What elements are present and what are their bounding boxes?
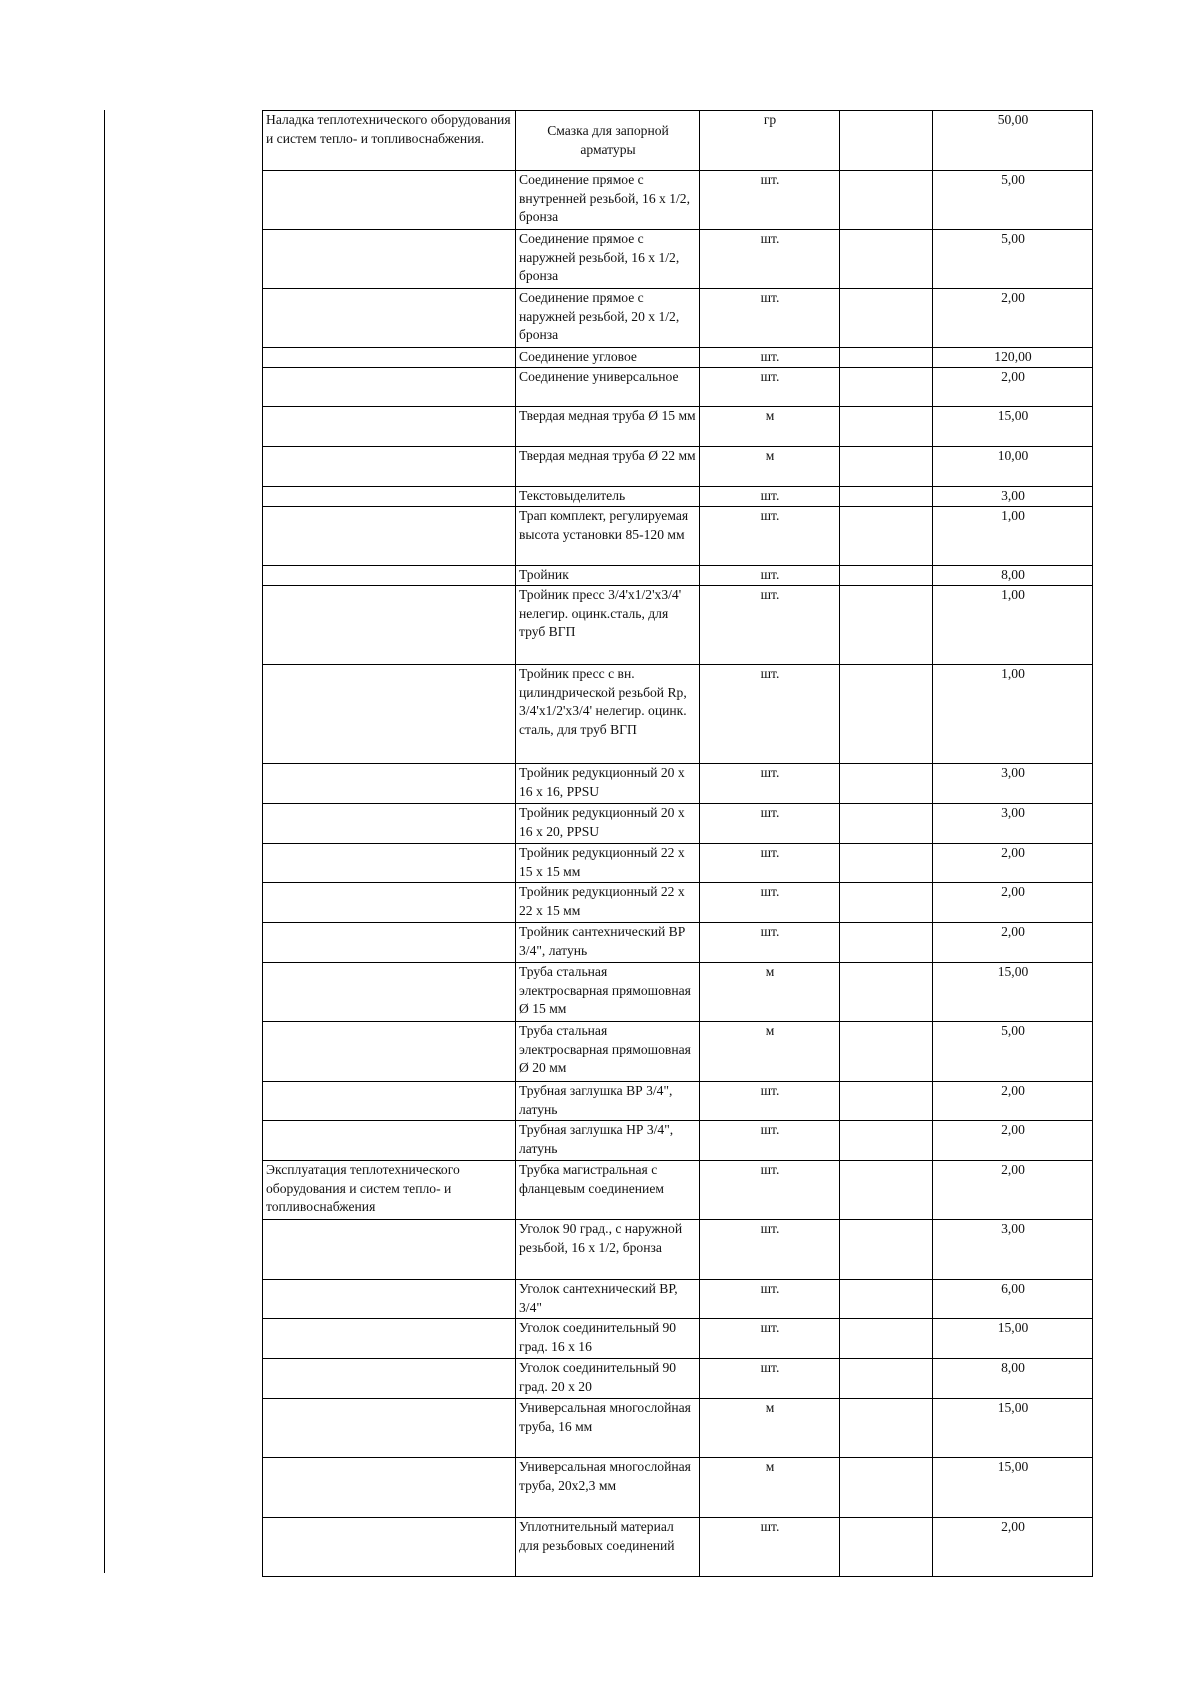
unit-cell: шт.	[700, 883, 840, 923]
empty-cell	[840, 566, 933, 586]
quantity-cell: 6,00	[933, 1280, 1093, 1319]
quantity-cell: 2,00	[933, 1121, 1093, 1161]
unit-cell: м	[700, 407, 840, 447]
empty-cell	[840, 764, 933, 804]
quantity-cell: 15,00	[933, 1399, 1093, 1458]
section-cell	[263, 487, 516, 507]
item-name-cell: Соединение прямое с внутренней резьбой, 16 x 1/2, бронза	[516, 171, 700, 230]
empty-cell	[840, 1359, 933, 1399]
empty-cell	[840, 111, 933, 171]
item-name-cell: Соединение универсальное	[516, 368, 700, 407]
item-name-cell: Твердая медная труба Ø 22 мм	[516, 447, 700, 487]
empty-cell	[840, 1399, 933, 1458]
quantity-cell: 3,00	[933, 764, 1093, 804]
item-name-cell: Трубная заглушка НР 3/4", латунь	[516, 1121, 700, 1161]
empty-cell	[840, 1319, 933, 1359]
quantity-cell: 3,00	[933, 804, 1093, 844]
empty-cell	[840, 1161, 933, 1220]
quantity-cell: 120,00	[933, 348, 1093, 368]
unit-cell: шт.	[700, 1518, 840, 1577]
table-row	[263, 1359, 1093, 1399]
section-cell	[263, 1280, 516, 1319]
unit-cell: шт.	[700, 586, 840, 665]
unit-cell: шт.	[700, 507, 840, 566]
materials-table	[262, 110, 1093, 1577]
empty-cell	[840, 804, 933, 844]
quantity-cell: 5,00	[933, 171, 1093, 230]
section-cell	[263, 844, 516, 883]
empty-cell	[840, 487, 933, 507]
item-name-cell: Тройник пресс с вн. цилиндрической резьбой Rp, 3/4'x1/2'x3/4' нелегир. оцинк. сталь, для труб ВГП	[516, 665, 700, 764]
item-name-cell: Твердая медная труба Ø 15 мм	[516, 407, 700, 447]
section-cell	[263, 804, 516, 844]
item-name-cell: Трубка магистральная с фланцевым соединением	[516, 1161, 700, 1220]
unit-cell: шт.	[700, 1082, 840, 1121]
item-name-cell: Текстовыделитель	[516, 487, 700, 507]
unit-cell: шт.	[700, 665, 840, 764]
item-name-cell: Соединение прямое с наружней резьбой, 20 x 1/2, бронза	[516, 289, 700, 348]
item-name-cell: Тройник редукционный 22 x 15 x 15 мм	[516, 844, 700, 883]
unit-cell: шт.	[700, 1359, 840, 1399]
section-cell	[263, 447, 516, 487]
section-cell	[263, 586, 516, 665]
quantity-cell: 15,00	[933, 407, 1093, 447]
section-cell	[263, 1220, 516, 1280]
item-name-cell: Смазка для запорной арматуры	[516, 111, 700, 171]
section-cell	[263, 1518, 516, 1577]
empty-cell	[840, 963, 933, 1022]
table-row	[263, 289, 1093, 348]
unit-cell: м	[700, 963, 840, 1022]
item-name-cell: Тройник	[516, 566, 700, 586]
empty-cell	[840, 844, 933, 883]
table-row	[263, 1280, 1093, 1319]
section-cell	[263, 665, 516, 764]
section-cell	[263, 230, 516, 289]
item-name-cell: Универсальная многослойная труба, 20x2,3 мм	[516, 1458, 700, 1518]
section-cell	[263, 566, 516, 586]
empty-cell	[840, 289, 933, 348]
unit-cell: шт.	[700, 230, 840, 289]
section-cell	[263, 764, 516, 804]
empty-cell	[840, 368, 933, 407]
section-cell	[263, 368, 516, 407]
section-cell: Наладка теплотехнического оборудования и систем тепло- и топливоснабжения.	[263, 111, 516, 171]
quantity-cell: 5,00	[933, 230, 1093, 289]
section-cell	[263, 1359, 516, 1399]
item-name-cell: Труба стальная электросварная прямошовная Ø 15 мм	[516, 963, 700, 1022]
section-cell	[263, 1458, 516, 1518]
empty-cell	[840, 1082, 933, 1121]
unit-cell: шт.	[700, 1220, 840, 1280]
unit-cell: шт.	[700, 487, 840, 507]
item-name-cell: Тройник редукционный 20 x 16 x 20, PPSU	[516, 804, 700, 844]
section-cell	[263, 1121, 516, 1161]
quantity-cell: 1,00	[933, 665, 1093, 764]
unit-cell: шт.	[700, 844, 840, 883]
section-cell: Эксплуатация теплотехнического оборудования и систем тепло- и топливоснабжения	[263, 1161, 516, 1220]
table-row	[263, 407, 1093, 447]
unit-cell: шт.	[700, 348, 840, 368]
empty-cell	[840, 883, 933, 923]
empty-cell	[840, 1121, 933, 1161]
table-row	[263, 883, 1093, 923]
unit-cell: шт.	[700, 171, 840, 230]
table-row	[263, 1518, 1093, 1577]
item-name-cell: Уплотнительный материал для резьбовых соединений	[516, 1518, 700, 1577]
table-row	[263, 1220, 1093, 1280]
table-row	[263, 368, 1093, 407]
table-row	[263, 487, 1093, 507]
table-row	[263, 1399, 1093, 1458]
table-row	[263, 764, 1093, 804]
quantity-cell: 50,00	[933, 111, 1093, 171]
table-row	[263, 566, 1093, 586]
quantity-cell: 3,00	[933, 1220, 1093, 1280]
section-cell	[263, 1319, 516, 1359]
unit-cell: шт.	[700, 566, 840, 586]
table-row	[263, 111, 1093, 171]
table-row	[263, 171, 1093, 230]
unit-cell: шт.	[700, 289, 840, 348]
item-name-cell: Универсальная многослойная труба, 16 мм	[516, 1399, 700, 1458]
quantity-cell: 3,00	[933, 487, 1093, 507]
margin-rule	[104, 110, 105, 1573]
section-cell	[263, 289, 516, 348]
empty-cell	[840, 447, 933, 487]
table-row	[263, 1458, 1093, 1518]
unit-cell: шт.	[700, 1319, 840, 1359]
empty-cell	[840, 1280, 933, 1319]
item-name-cell: Тройник сантехнический ВР 3/4", латунь	[516, 923, 700, 963]
section-cell	[263, 407, 516, 447]
table-row	[263, 1022, 1093, 1082]
unit-cell: шт.	[700, 1280, 840, 1319]
empty-cell	[840, 1022, 933, 1082]
section-cell	[263, 1399, 516, 1458]
quantity-cell: 15,00	[933, 963, 1093, 1022]
section-cell	[263, 507, 516, 566]
section-cell	[263, 1022, 516, 1082]
empty-cell	[840, 507, 933, 566]
item-name-cell: Уголок сантехнический ВР, 3/4"	[516, 1280, 700, 1319]
table-row	[263, 1319, 1093, 1359]
empty-cell	[840, 407, 933, 447]
empty-cell	[840, 1518, 933, 1577]
quantity-cell: 2,00	[933, 289, 1093, 348]
unit-cell: шт.	[700, 1161, 840, 1220]
empty-cell	[840, 171, 933, 230]
item-name-cell: Уголок 90 град., с наружной резьбой, 16 x 1/2, бронза	[516, 1220, 700, 1280]
quantity-cell: 2,00	[933, 883, 1093, 923]
table-row	[263, 1082, 1093, 1121]
item-name-cell: Соединение прямое с наружней резьбой, 16 x 1/2, бронза	[516, 230, 700, 289]
item-name-cell: Уголок соединительный 90 град. 16 x 16	[516, 1319, 700, 1359]
section-cell	[263, 171, 516, 230]
quantity-cell: 10,00	[933, 447, 1093, 487]
table-row	[263, 963, 1093, 1022]
quantity-cell: 2,00	[933, 1161, 1093, 1220]
quantity-cell: 5,00	[933, 1022, 1093, 1082]
unit-cell: м	[700, 1458, 840, 1518]
empty-cell	[840, 1220, 933, 1280]
quantity-cell: 8,00	[933, 1359, 1093, 1399]
table-row	[263, 844, 1093, 883]
unit-cell: гр	[700, 111, 840, 171]
empty-cell	[840, 1458, 933, 1518]
unit-cell: шт.	[700, 1121, 840, 1161]
section-cell	[263, 963, 516, 1022]
section-cell	[263, 883, 516, 923]
quantity-cell: 1,00	[933, 586, 1093, 665]
empty-cell	[840, 665, 933, 764]
table-row	[263, 804, 1093, 844]
empty-cell	[840, 230, 933, 289]
table-row	[263, 1161, 1093, 1220]
table-row	[263, 1121, 1093, 1161]
item-name-cell: Трубная заглушка ВР 3/4", латунь	[516, 1082, 700, 1121]
unit-cell: м	[700, 447, 840, 487]
quantity-cell: 2,00	[933, 844, 1093, 883]
empty-cell	[840, 348, 933, 368]
item-name-cell: Уголок соединительный 90 град. 20 x 20	[516, 1359, 700, 1399]
table-row	[263, 447, 1093, 487]
empty-cell	[840, 923, 933, 963]
table-row	[263, 348, 1093, 368]
table-row	[263, 923, 1093, 963]
item-name-cell: Тройник редукционный 22 x 22 x 15 мм	[516, 883, 700, 923]
unit-cell: м	[700, 1399, 840, 1458]
quantity-cell: 2,00	[933, 1518, 1093, 1577]
quantity-cell: 15,00	[933, 1319, 1093, 1359]
section-cell	[263, 923, 516, 963]
unit-cell: шт.	[700, 764, 840, 804]
item-name-cell: Соединение угловое	[516, 348, 700, 368]
table-row	[263, 665, 1093, 764]
item-name-cell: Труба стальная электросварная прямошовная Ø 20 мм	[516, 1022, 700, 1082]
unit-cell: шт.	[700, 368, 840, 407]
empty-cell	[840, 586, 933, 665]
quantity-cell: 2,00	[933, 368, 1093, 407]
table-row	[263, 507, 1093, 566]
unit-cell: м	[700, 1022, 840, 1082]
quantity-cell: 2,00	[933, 1082, 1093, 1121]
section-cell	[263, 348, 516, 368]
item-name-cell: Тройник пресс 3/4'x1/2'x3/4' нелегир. оцинк.сталь, для труб ВГП	[516, 586, 700, 665]
table-row	[263, 230, 1093, 289]
quantity-cell: 2,00	[933, 923, 1093, 963]
item-name-cell: Тройник редукционный 20 x 16 x 16, PPSU	[516, 764, 700, 804]
item-name-cell: Трап комплект, регулируемая высота установки 85-120 мм	[516, 507, 700, 566]
unit-cell: шт.	[700, 804, 840, 844]
quantity-cell: 1,00	[933, 507, 1093, 566]
table-row	[263, 586, 1093, 665]
section-cell	[263, 1082, 516, 1121]
quantity-cell: 15,00	[933, 1458, 1093, 1518]
quantity-cell: 8,00	[933, 566, 1093, 586]
unit-cell: шт.	[700, 923, 840, 963]
